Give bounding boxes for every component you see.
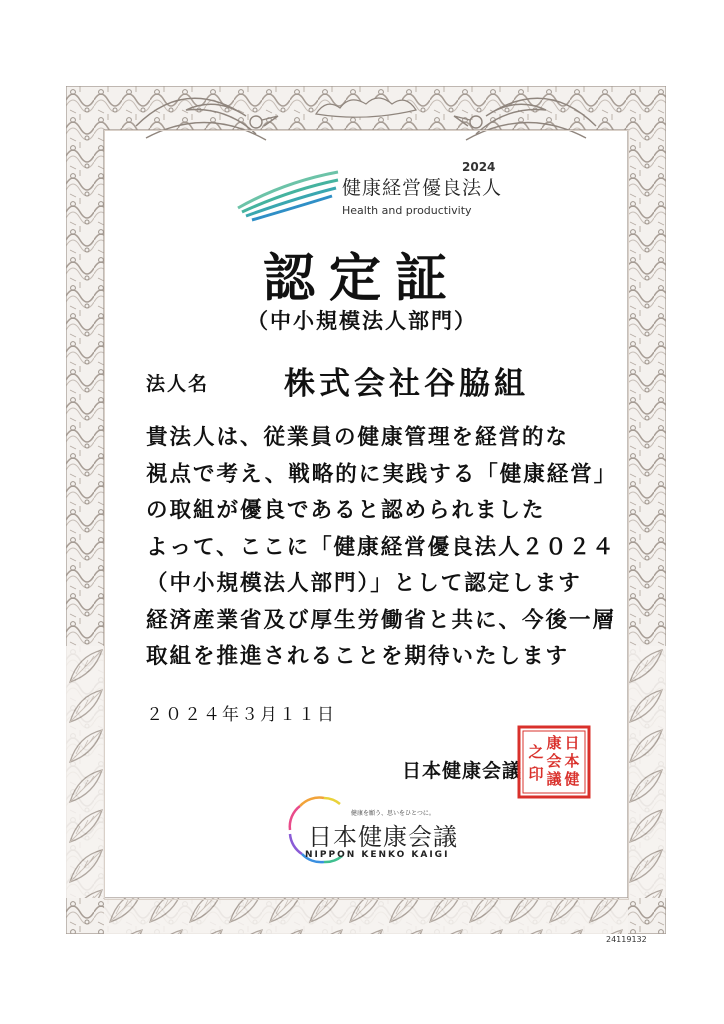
svg-text:議: 議 (546, 770, 562, 788)
svg-text:日: 日 (564, 734, 580, 752)
logo-subtitle: Health and productivity (342, 204, 472, 217)
issuer-name: 日本健康会議 (402, 760, 523, 782)
logo-title: 健康経営優良法人 (342, 177, 503, 199)
issuer-logo-name: 日本健康会議 (308, 823, 458, 851)
serial-number: 24119132 (606, 935, 647, 944)
issuer-logo-name-en: NIPPON KENKO KAIGI (305, 850, 450, 860)
svg-text:本: 本 (564, 752, 580, 770)
certificate-title: 認定証 (262, 248, 461, 309)
svg-text:会: 会 (546, 752, 562, 770)
corporation-label: 法人名 (146, 373, 210, 395)
svg-text:康: 康 (546, 734, 562, 752)
svg-text:健: 健 (564, 770, 580, 788)
body-line: 貴法人は、従業員の健康管理を経営的な (146, 425, 570, 450)
body-line: 取組を推進されることを期待いたします (146, 644, 570, 669)
corporation-name: 株式会社谷脇組 (284, 366, 529, 402)
issuer-tagline: 健康を願う、思いをひとつに。 (351, 810, 435, 817)
body-line: 視点で考え、戦略的に実践する「健康経営」 (146, 461, 618, 487)
certificate-category: （中小規模法人部門） (247, 308, 477, 333)
body-line: の取組が優良であると認められました (146, 498, 546, 523)
body-line: よって、ここに「健康経営優良法人２０２４ (146, 534, 616, 560)
svg-text:印: 印 (528, 765, 544, 783)
body-line: 経済産業省及び厚生労働省と共に、今後一層 (146, 607, 617, 633)
issue-date: ２０２４年３月１１日 (146, 705, 336, 725)
svg-text:之: 之 (528, 743, 544, 761)
logo-year: 2024 (462, 160, 496, 174)
body-line: （中小規模法人部門）」として認定します (146, 571, 582, 596)
certificate-body (146, 420, 618, 676)
official-seal-stamp-icon (516, 724, 592, 800)
